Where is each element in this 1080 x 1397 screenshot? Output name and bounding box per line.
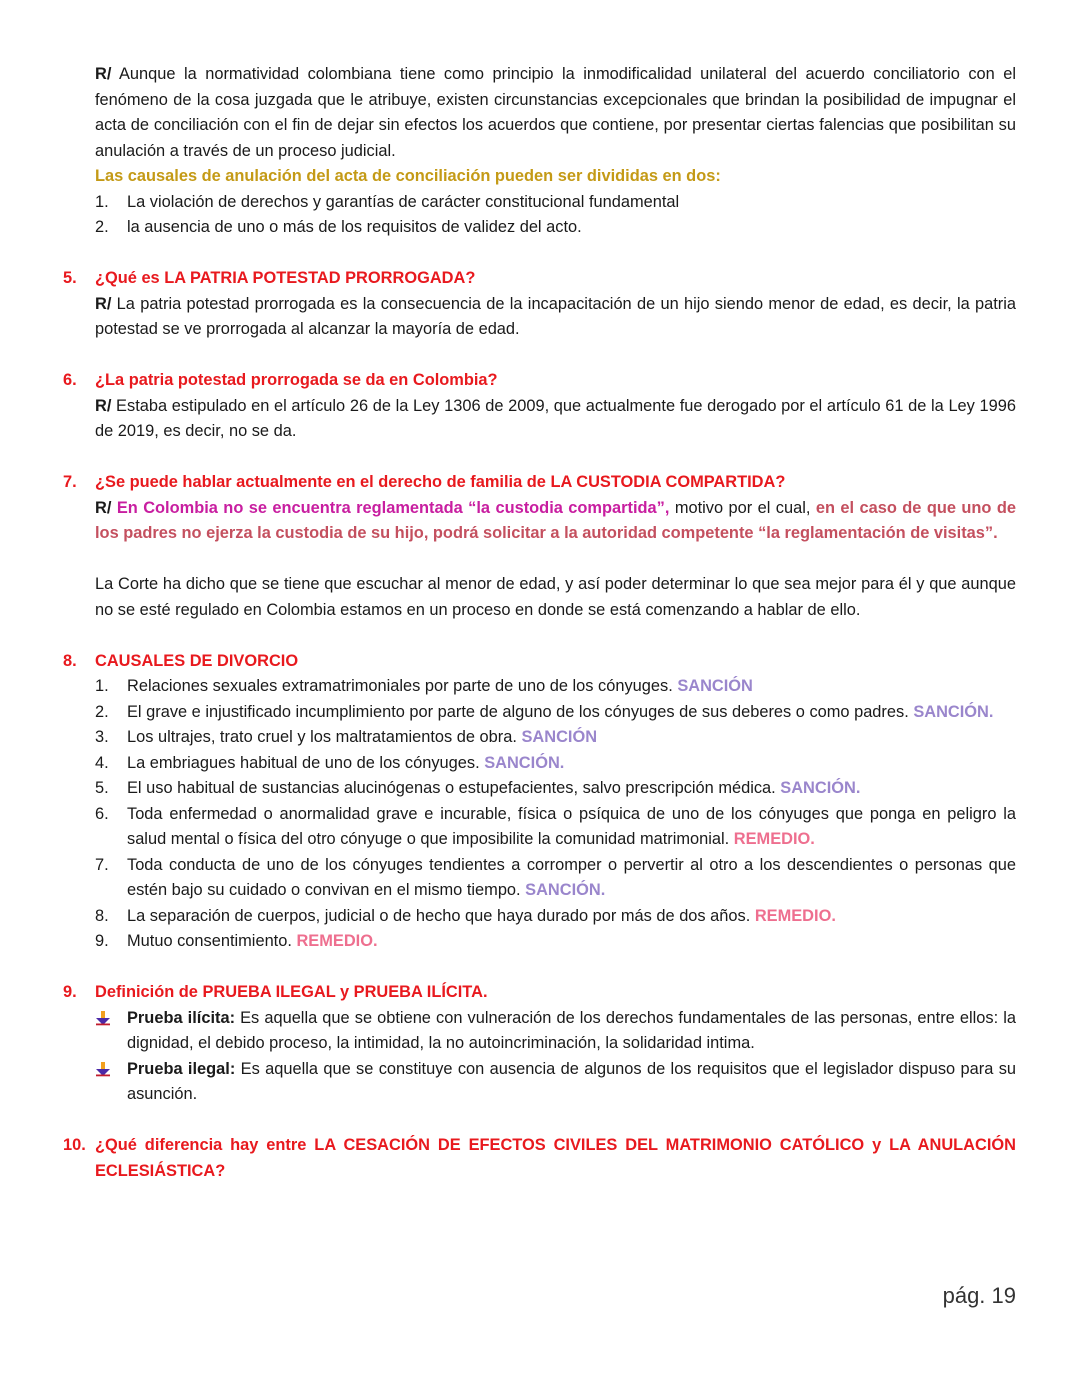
list-item: 4. La embriagues habitual de uno de los cónyuges. SANCIÓN. xyxy=(95,753,565,772)
answer-7-paragraph: La Corte ha dicho que se tiene que escuchar al menor de edad, y así poder determinar lo que sea mejor para él y que aunque no se esté regulado en Colombia estamos en un proceso en donde se está comenzando a hablar de ello. xyxy=(95,575,1016,619)
list-item: Prueba ilegal: Es aquella que se constituye con ausencia de algunos de los requisitos que el legislador dispuso para su asunción. xyxy=(127,1057,1016,1108)
list-item: 9. Mutuo consentimiento. REMEDIO. xyxy=(95,932,378,950)
remedio-tag: REMEDIO. xyxy=(733,830,815,848)
divorce-causes-list xyxy=(95,674,1016,955)
remedio-tag: REMEDIO. xyxy=(296,932,378,950)
question-9: 9. Definición de PRUEBA ILEGAL y PRUEBA ILÍCITA. xyxy=(63,983,488,1001)
arrow-bullet-icon xyxy=(95,1010,111,1026)
list-item: 6. Toda enfermedad o anormalidad grave e incurable, física o psíquica de uno de los cónyuges que ponga en peligro la salud mental o física del otro cónyuge o que imposibilite la comunidad matrimonial. REMEDIO. xyxy=(95,804,1016,848)
intro-highlight: Las causales de anulación del acta de conciliación pueden ser divididas en dos: xyxy=(95,167,721,185)
list-item: 5. El uso habitual de sustancias alucinógenas o estupefacientes, salvo prescripción médica. SANCIÓN. xyxy=(95,779,861,797)
sancion-tag: SANCIÓN xyxy=(521,728,598,746)
list-item: 7. Toda conducta de uno de los cónyuges tendientes a corromper o pervertir al otro a los descendientes o personas que estén bajo su cuidado o convivan en el mismo tiempo. SANCIÓN. xyxy=(95,855,1016,899)
sancion-tag: SANCIÓN. xyxy=(484,753,565,772)
sancion-tag: SANCIÓN. xyxy=(780,779,861,797)
list-item: Prueba ilícita: Es aquella que se obtiene con vulneración de los derechos fundamentales de las personas, entre ellos: la dignidad, el debido proceso, la intimidad, la no autoincriminación, la solidaridad intima. xyxy=(127,1006,1016,1057)
question-7: 7. ¿Se puede hablar actualmente en el derecho de familia de LA CUSTODIA COMPARTIDA? xyxy=(63,473,786,491)
question-10: 10. ¿Qué diferencia hay entre LA CESACIÓN DE EFECTOS CIVILES DEL MATRIMONIO CATÓLICO y LA ANULACIÓN ECLESIÁSTICA? xyxy=(63,1136,1016,1180)
list-item: 2. El grave e injustificado incumplimiento por parte de alguno de los cónyuges de sus deberes o como padres. SANCIÓN. xyxy=(95,702,994,721)
list-item: 1. Relaciones sexuales extramatrimoniales por parte de uno de los cónyuges. SANCIÓN xyxy=(95,677,753,695)
arrow-bullet-icon xyxy=(95,1061,111,1077)
sancion-tag: SANCIÓN. xyxy=(913,702,994,721)
evidence-definitions-list xyxy=(127,1006,1016,1108)
annulment-causes-list xyxy=(95,190,1016,241)
sancion-tag: SANCIÓN. xyxy=(525,881,606,899)
answer-5: R/ La patria potestad prorrogada es la consecuencia de la incapacitación de un hijo siendo menor de edad, es decir, la patria potestad se ve prorrogada al alcanzar la mayoría de edad. xyxy=(95,294,1016,338)
list-item: 8. La separación de cuerpos, judicial o de hecho que haya durado por más de dos años. REMEDIO. xyxy=(95,906,836,925)
page-number: pág. 19 xyxy=(942,1283,1016,1308)
list-item: 1. La violación de derechos y garantías de carácter constitucional fundamental xyxy=(95,192,680,211)
list-item: 2. la ausencia de uno o más de los requisitos de validez del acto. xyxy=(95,218,582,236)
remedio-tag: REMEDIO. xyxy=(754,906,836,925)
document-page xyxy=(0,62,1080,1184)
question-8: 8. CAUSALES DE DIVORCIO xyxy=(63,651,299,670)
answer-label: R/ xyxy=(95,65,112,83)
question-5: 5. ¿Qué es LA PATRIA POTESTAD PRORROGADA? xyxy=(63,269,476,287)
question-6: 6. ¿La patria potestad prorrogada se da en Colombia? xyxy=(63,371,498,389)
list-item: 3. Los ultrajes, trato cruel y los maltratamientos de obra. SANCIÓN xyxy=(95,728,598,746)
answer-7: R/ En Colombia no se encuentra reglamentada “la custodia compartida”, motivo por el cual, en el caso de que uno de los padres no ejerza la custodia de su hijo, podrá solicitar a la autoridad competente “la reglamentación de visitas”. xyxy=(95,498,1016,542)
sancion-tag: SANCIÓN xyxy=(677,677,753,695)
intro-answer: R/ Aunque la normatividad colombiana tiene como principio la inmodificalidad unilateral del acuerdo conciliatorio con el fenómeno de la cosa juzgada que le atribuye, existen circunstancias excepcionales que brindan la posibilidad de impugnar el acta de conciliación con el fin de dejar sin efectos los acuerdos que contiene, por presentar ciertas falencias que posibilitan su anulación a través de un proceso judicial. xyxy=(95,65,1016,160)
answer-6: R/ Estaba estipulado en el artículo 26 de la Ley 1306 de 2009, que actualmente fue derogado por el artículo 61 de la Ley 1996 de 2019, es decir, no se da. xyxy=(95,396,1016,440)
